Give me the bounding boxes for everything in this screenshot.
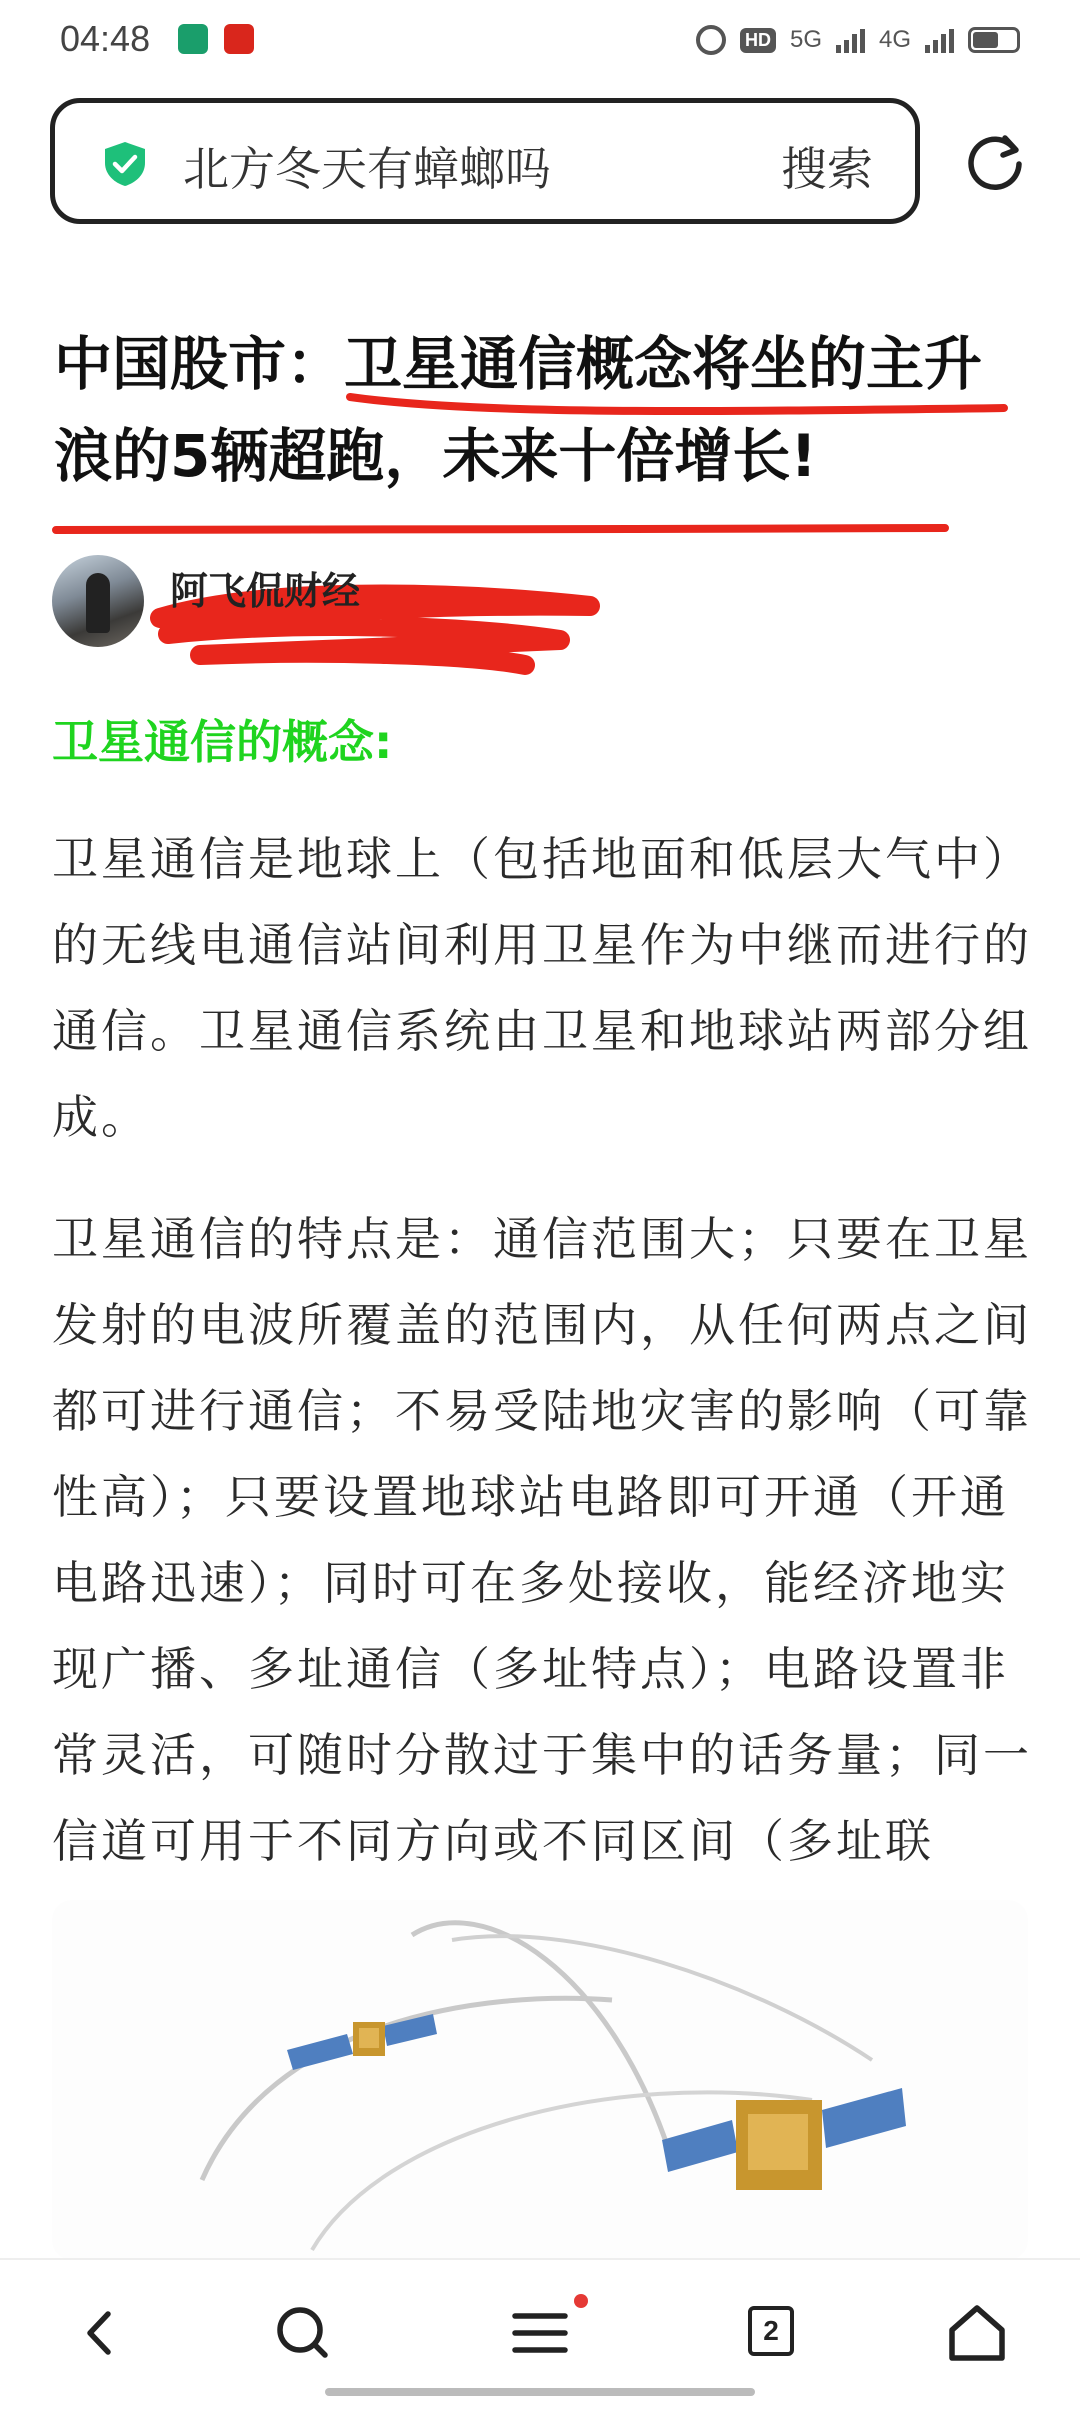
shield-check-icon xyxy=(103,141,147,187)
battery-fill xyxy=(973,32,998,48)
refresh-icon[interactable] xyxy=(963,130,1027,194)
notification-app-icon xyxy=(224,24,254,54)
tab-count: 2 xyxy=(748,2306,794,2356)
satellite-illustration xyxy=(52,1900,1028,2260)
article-paragraph: 卫星通信是地球上（包括地面和低层大气中）的无线电通信站间利用卫星作为中继而进行的通信。卫星通信系统由卫星和地球站两部分组成。 xyxy=(52,832,1032,1144)
battery-icon xyxy=(968,27,1020,53)
status-bar xyxy=(0,0,1080,84)
section-heading: 卫星通信的概念: xyxy=(52,715,393,769)
menu-icon[interactable] xyxy=(505,2298,575,2368)
alarm-icon xyxy=(696,25,726,55)
status-time: 04:48 xyxy=(60,18,151,59)
search-bar[interactable] xyxy=(50,98,920,224)
signal-5g-icon xyxy=(836,27,865,53)
gesture-bar[interactable] xyxy=(325,2388,755,2396)
network-4g-label: 4G xyxy=(878,26,911,53)
article-title: 中国股市：卫星通信概念将坐的主升浪的5辆超跑，未来十倍增长! xyxy=(54,330,983,490)
network-5g-label: 5G xyxy=(789,26,822,53)
search-input[interactable]: 北方冬天有蟑螂吗 xyxy=(183,142,551,196)
satellite-small xyxy=(287,2014,437,2070)
tabs-button[interactable] xyxy=(740,2298,810,2368)
search-button[interactable]: 搜索 xyxy=(781,142,873,196)
article-paragraph: 卫星通信的特点是：通信范围大；只要在卫星发射的电波所覆盖的范围内，从任何两点之间都可进行通信；不易受陆地灾害的影响（可靠性高）；只要设置地球站电路即可开通（开通电路迅速）；同时可在多处接收，能经济地实现广播、多址通信（多址特点）；电路设置非常灵活，可随时分散过于集中的话务量；同一信道可用于不同方向或不同区间（多址联 xyxy=(52,1212,1032,1868)
article-image[interactable] xyxy=(52,1900,1028,2260)
back-icon[interactable] xyxy=(66,2298,136,2368)
avatar-figure xyxy=(86,573,110,633)
home-icon[interactable] xyxy=(942,2298,1012,2368)
hd-badge: HD xyxy=(740,28,776,53)
author-name[interactable]: 阿飞侃财经 xyxy=(170,569,361,613)
signal-4g-icon xyxy=(925,27,954,53)
notification-app-icon xyxy=(178,24,208,54)
status-indicators xyxy=(696,18,1020,62)
notification-dot xyxy=(574,2294,588,2308)
search-icon[interactable] xyxy=(268,2298,338,2368)
satellite-large xyxy=(662,2088,906,2190)
avatar[interactable] xyxy=(52,555,144,647)
